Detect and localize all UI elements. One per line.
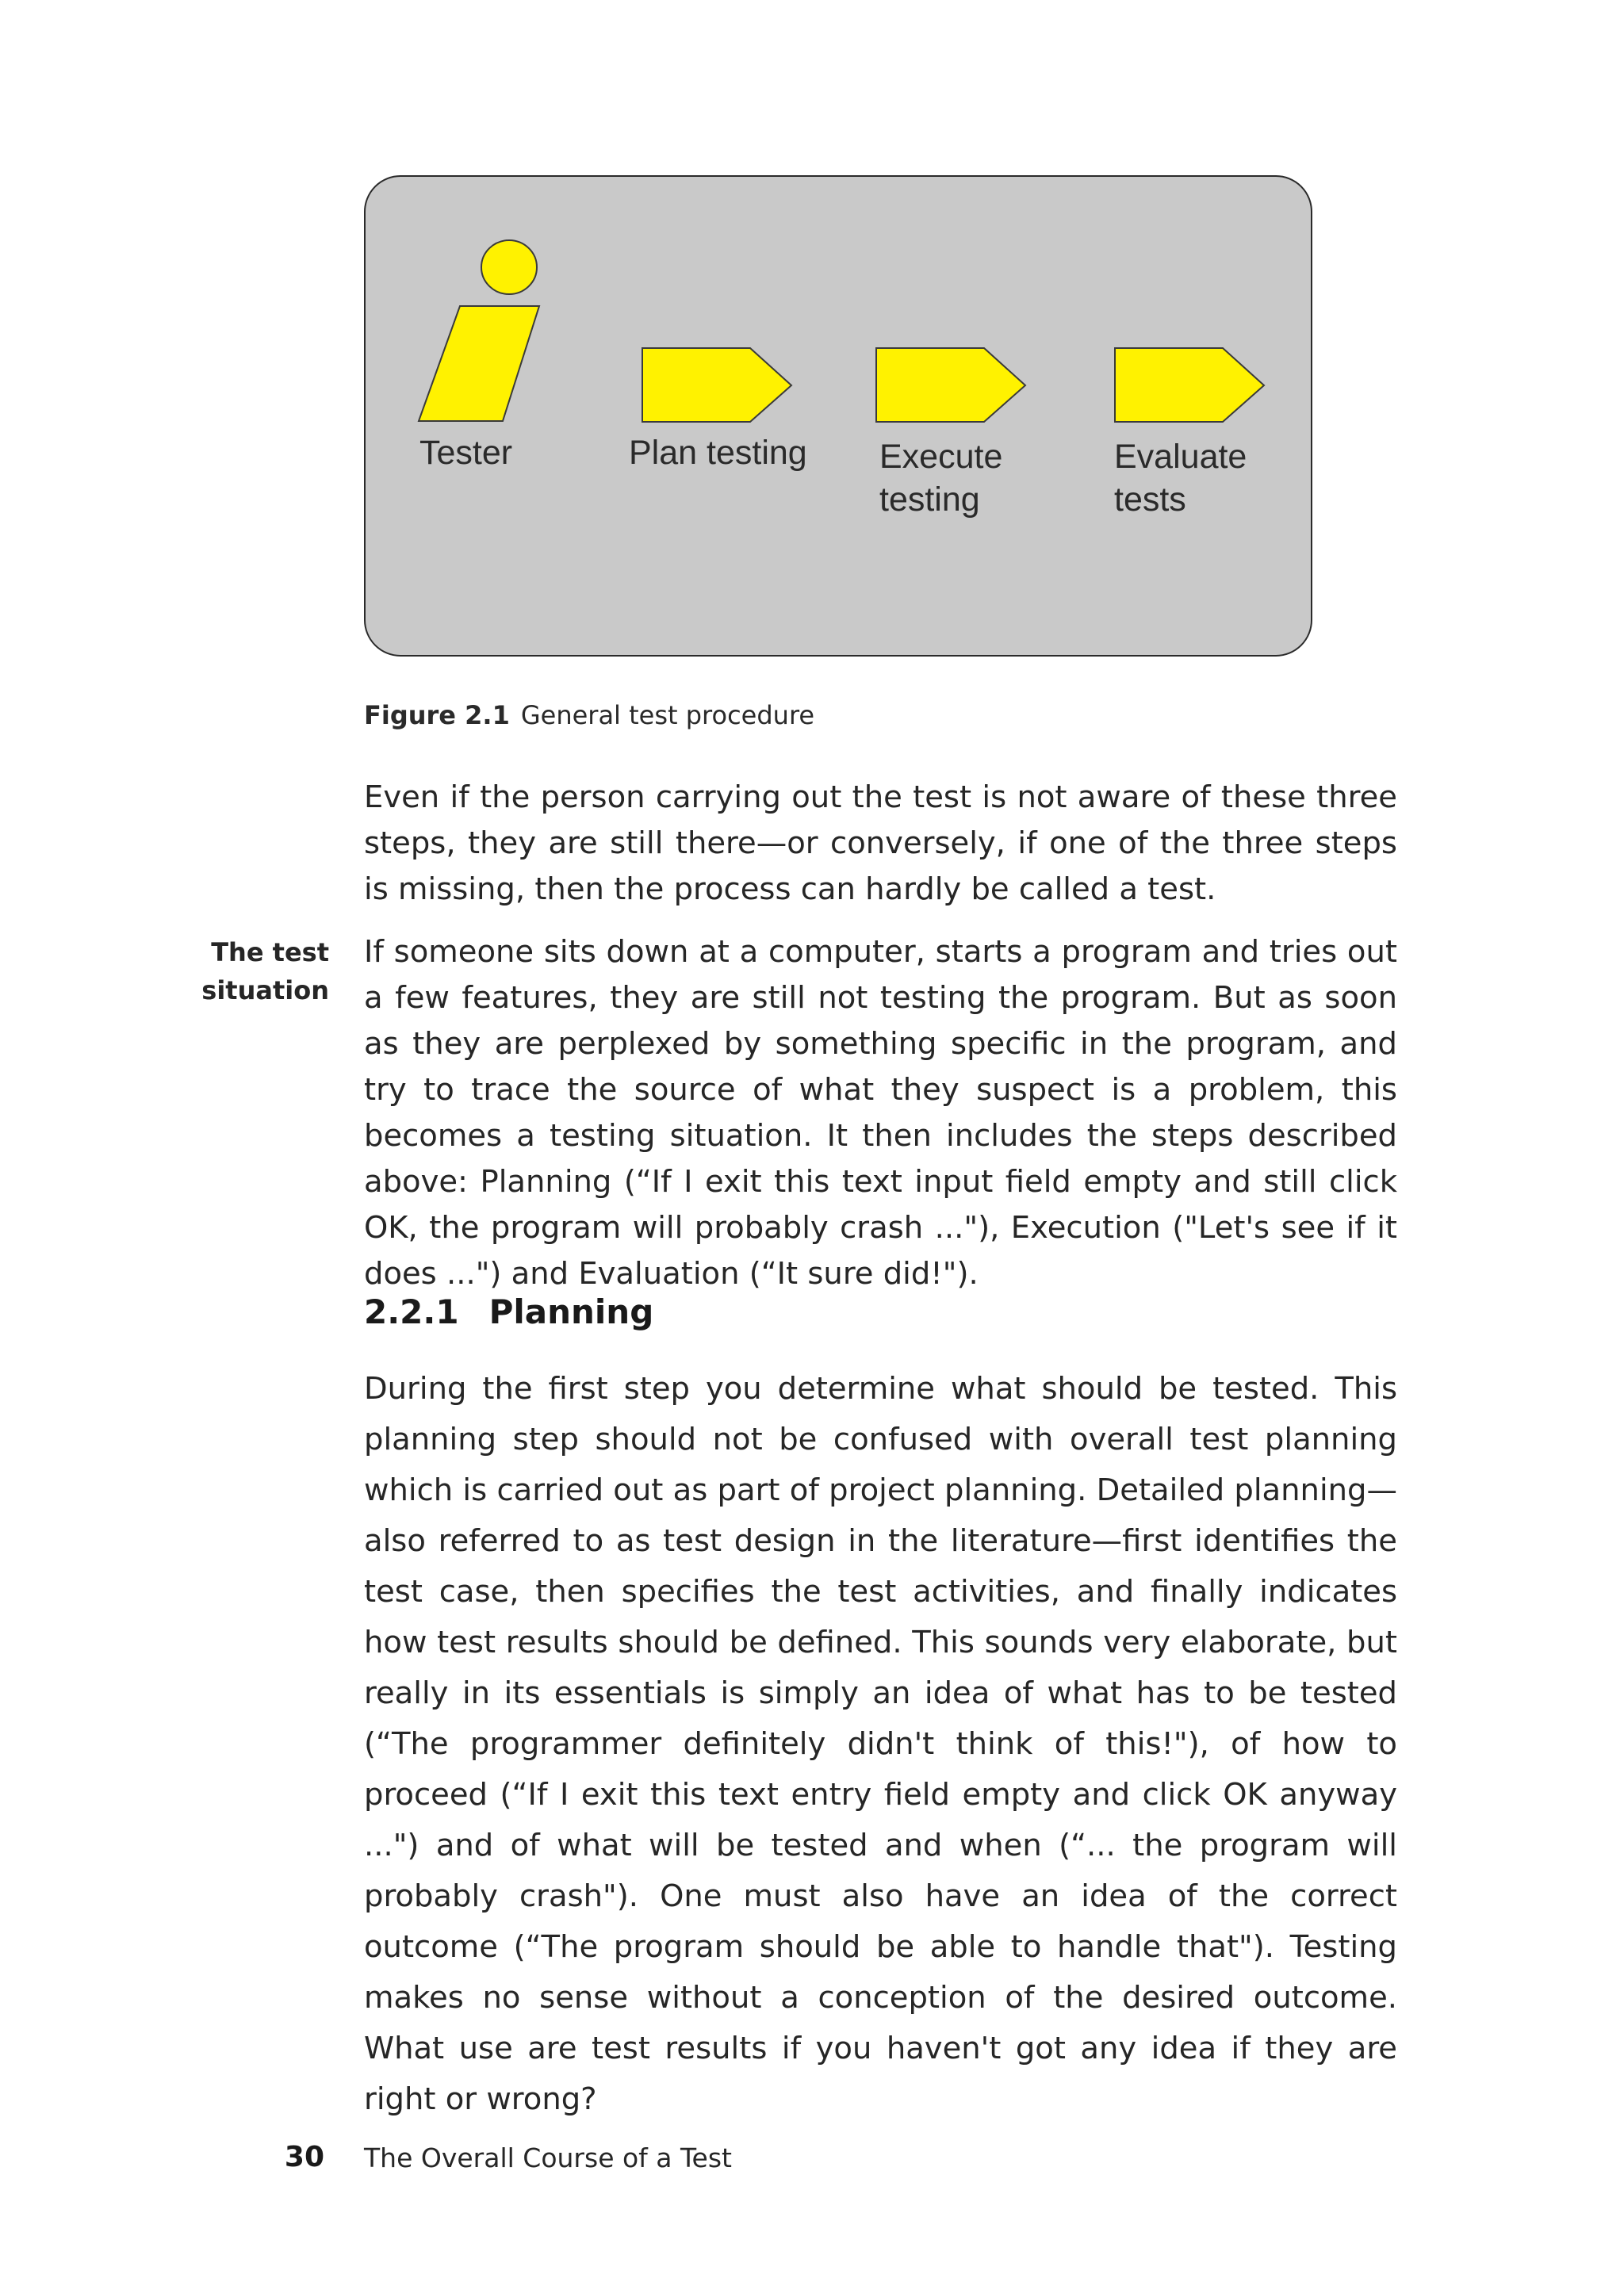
body-paragraph-2: If someone sits down at a computer, starts a program and tries out a few features, they are still not testing the program. But as soon as they are perplexed by something specific in the program, and try to trace the source of what they suspect is a problem, this becomes a testing situation. It then includes the steps described above: Planning (“If I exit this text input field empty and still click OK, the program will probably crash ..."), Execution ("Let's see if it does ...") and Evaluation (“It sure did!"). <box>364 934 1397 1292</box>
tester-icon <box>419 239 546 421</box>
evaluate-tests-arrow-icon <box>1115 348 1266 423</box>
evaluate-tests-label: Evaluate tests <box>1114 438 1247 519</box>
figure-caption <box>364 698 814 733</box>
section-number: 2.2.1 <box>364 1292 459 1331</box>
tester-body <box>419 306 539 421</box>
general-test-procedure-figure <box>364 175 1312 657</box>
running-footer-title: The Overall Course of a Test <box>364 2142 732 2173</box>
figure-caption-number: Figure 2.1 <box>364 700 510 730</box>
body-paragraph-3: During the first step you determine what should be tested. This planning step should not be confused with overall test planning which is carried out as part of project planning. Detailed planning—also referred to as test design in the literature—first identifies the test case, then specifies the test activities, and finally indicates how test results should be defined. This sounds very elaborate, but really in its essentials is simply an idea of what has to be tested (“The programmer definitely didn't think of this!"), of how to proceed (“If I exit this text entry field empty and click OK anyway ...") and of what will be tested and when (“... the program will probably crash"). One must also have an idea of the correct outcome (“The program should be able to handle that"). Testing makes no sense without a conception of the desired outcome. What use are test results if you haven't got any idea if they are right or wrong? <box>364 1371 1397 2117</box>
section-title: Planning <box>488 1292 654 1331</box>
execute-testing-label: Execute testing <box>879 438 1003 519</box>
page-number: 30 <box>284 2141 324 2173</box>
tester-label: Tester <box>419 434 513 472</box>
body-paragraph-1: Even if the person carrying out the test is not aware of these three steps, they are still there—or conversely, if one of the three steps is missing, then the process can hardly be called a test. <box>364 779 1397 907</box>
tester-head <box>481 240 537 294</box>
execute-testing-arrow-icon <box>876 348 1027 423</box>
plan-testing-arrow-icon <box>642 348 793 423</box>
plan-testing-label: Plan testing <box>629 434 807 472</box>
figure-caption-text: General test procedure <box>520 700 815 730</box>
section-heading <box>364 1290 653 1334</box>
margin-note: The test situation <box>201 937 329 1005</box>
